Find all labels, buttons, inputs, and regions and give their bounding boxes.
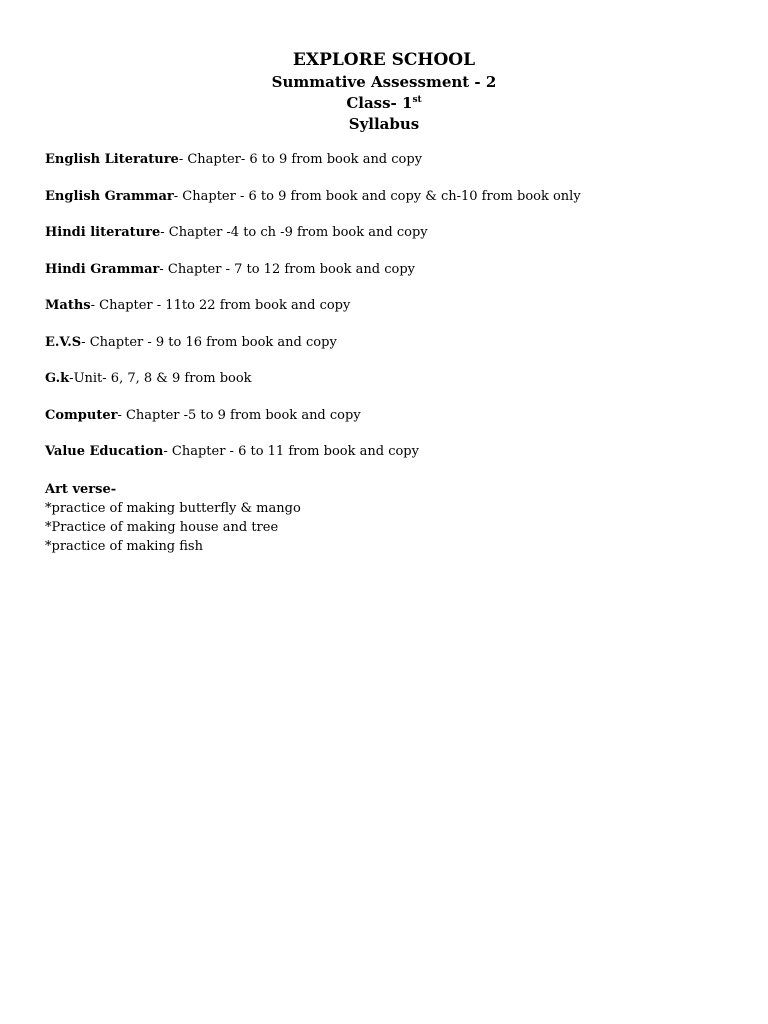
subject-detail: - Chapter - 11to 22 from book and copy: [90, 298, 351, 313]
subject-line-maths: [45, 297, 735, 315]
school-name: EXPLORE SCHOOL: [292, 50, 476, 70]
subject-detail: -Unit- 6, 7, 8 & 9 from book: [69, 371, 252, 386]
subject-line-evs: [45, 334, 735, 352]
subject-line-hindi-literature: [45, 224, 735, 242]
document-header: [0, 48, 768, 135]
subject-detail: - Chapter -4 to ch -9 from book and copy: [160, 225, 428, 240]
subject-name: Value Education: [45, 444, 164, 459]
subject-name: English Literature: [45, 152, 179, 167]
syllabus-title: Syllabus: [348, 115, 420, 133]
art-heading: Art verse-: [45, 481, 117, 497]
class-ordinal-suffix: st: [412, 95, 422, 105]
subject-line-value-education: [45, 443, 735, 461]
subject-name: G.k: [45, 371, 70, 386]
subject-detail: - Chapter - 6 to 9 from book and copy & ch-10 from book only: [173, 188, 581, 204]
subject-line-gk: [45, 370, 735, 388]
class-label: Class- 1: [346, 94, 413, 112]
subject-name: Hindi Grammar: [45, 261, 160, 277]
art-list-item: *Practice of making house and tree: [45, 519, 279, 535]
class-title: [0, 93, 768, 114]
subject-name: English Grammar: [45, 188, 174, 204]
subject-detail: - Chapter- 6 to 9 from book and copy: [178, 152, 423, 167]
subject-detail: - Chapter -5 to 9 from book and copy: [117, 407, 361, 423]
subject-line-english-literature: [45, 151, 735, 169]
subject-line-hindi-grammar: [45, 261, 735, 279]
art-list-item: *practice of making butterfly & mango: [45, 500, 301, 516]
subject-name: Maths: [45, 298, 91, 313]
subject-detail: - Chapter - 7 to 12 from book and copy: [159, 261, 416, 277]
subject-line-english-grammar: [45, 188, 735, 206]
subject-name: E.V.S: [45, 334, 82, 350]
subject-detail: - Chapter - 6 to 11 from book and copy: [163, 444, 419, 459]
subject-detail: - Chapter - 9 to 16 from book and copy: [81, 334, 337, 350]
subject-name: Computer: [45, 407, 118, 423]
syllabus-content: [45, 151, 735, 556]
subject-line-computer: [45, 407, 735, 425]
art-section: [45, 480, 735, 556]
subject-name: Hindi literature: [45, 225, 161, 240]
assessment-title: Summative Assessment - 2: [271, 73, 497, 91]
art-list-item: *practice of making fish: [45, 538, 203, 554]
